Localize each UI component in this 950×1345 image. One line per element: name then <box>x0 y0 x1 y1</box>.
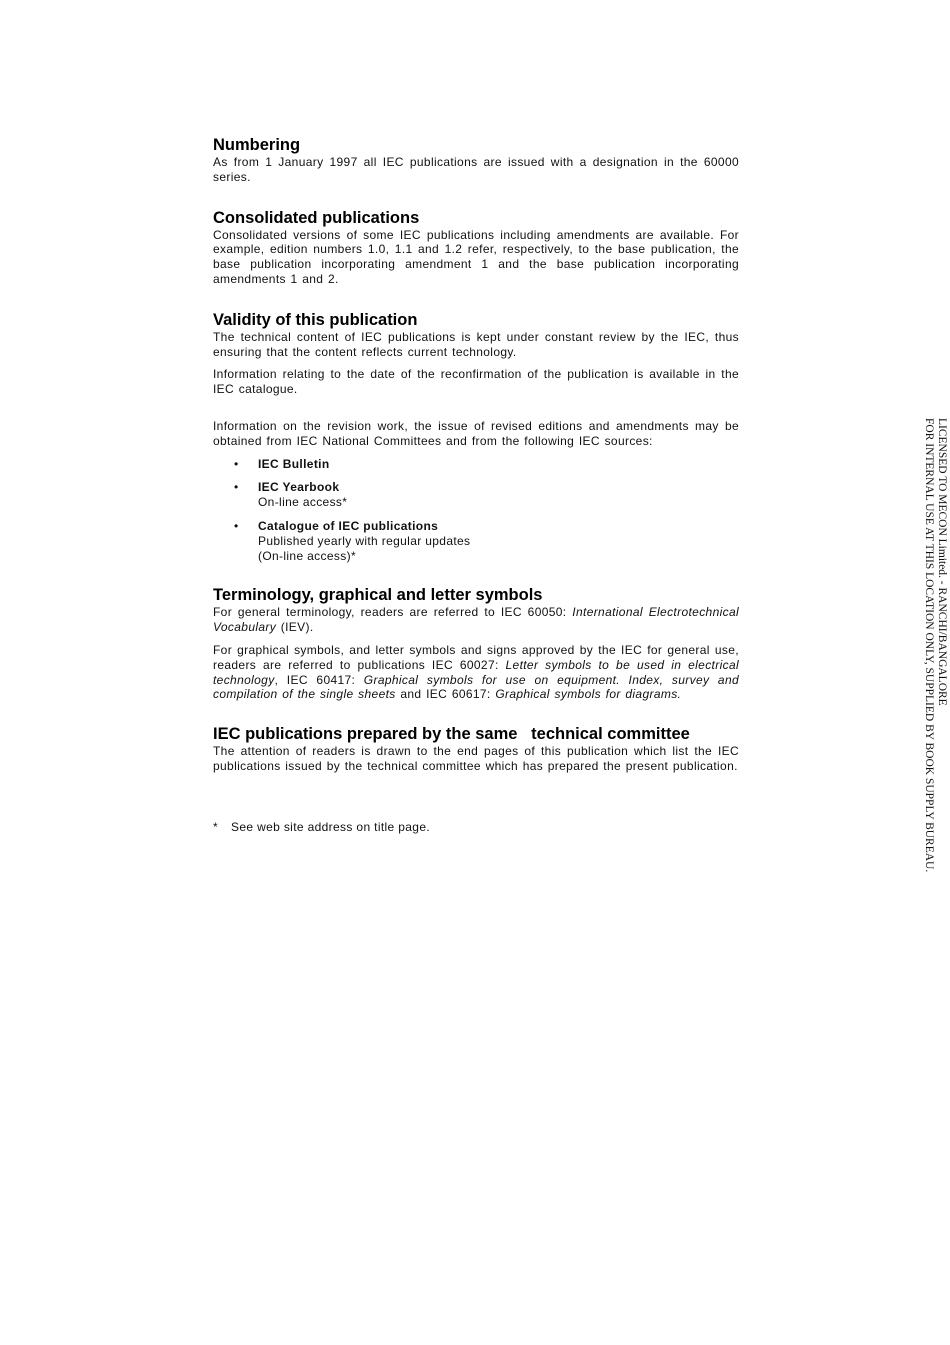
validity-para-2: Information relating to the date of the reconfirmation of the publication is available in the IEC catalogue. <box>213 367 739 397</box>
source-detail: Published yearly with regular updates <box>258 533 471 548</box>
committee-text: The attention of readers is drawn to the end pages of this publication which list the IEC publications issued by the technical committee which has prepared the present publication. <box>213 744 739 773</box>
footnote-text: See web site address on title page. <box>231 819 431 834</box>
section-validity <box>213 311 739 397</box>
heading-numbering: Numbering <box>213 136 301 154</box>
license-line-2: FOR INTERNAL USE AT THIS LOCATION ONLY, SUPPLIED BY BOOK SUPPLY BUREAU. <box>923 418 935 873</box>
document-body <box>213 136 739 835</box>
list-item <box>213 457 739 472</box>
license-stamp <box>920 418 948 932</box>
license-stamp-text <box>922 418 948 932</box>
text-run: , IEC 60417: <box>274 672 364 687</box>
iec-sources-list <box>213 457 739 564</box>
section-numbering <box>213 136 739 185</box>
source-title: Catalogue of IEC publications <box>258 518 439 533</box>
numbering-text: As from 1 January 1997 all IEC publications are issued with a designation in the 60000 series. <box>213 155 739 184</box>
section-terminology <box>213 586 739 702</box>
publication-title: Graphical symbols for diagrams. <box>495 687 682 702</box>
source-detail: (On-line access)* <box>258 548 356 563</box>
revision-text: Information on the revision work, the issue of revised editions and amendments may be obtained from IEC National Committees and from the following IEC sources: <box>213 418 739 448</box>
license-line-1: LICENSED TO MECON Limited. - RANCHI/BANGALORE <box>936 418 948 706</box>
heading-validity: Validity of this publication <box>213 310 418 329</box>
list-item <box>213 480 739 510</box>
source-detail: On-line access* <box>258 495 348 510</box>
list-item <box>213 519 739 563</box>
footnote-mark: * <box>213 819 219 834</box>
terminology-para-2 <box>213 643 739 702</box>
text-run: (IEV). <box>276 620 314 635</box>
text-run: For graphical symbols, and letter symbols and signs approved by the IEC for general use, readers are referred to publications IEC 60027: <box>213 642 739 672</box>
publication-title: Letter symbols to be used in electrical technology <box>213 657 739 687</box>
section-consolidated <box>213 209 739 287</box>
heading-committee: IEC publications prepared by the same technical committee <box>213 725 690 744</box>
source-title: IEC Bulletin <box>258 456 330 471</box>
source-title: IEC Yearbook <box>258 480 340 495</box>
text-run: For general terminology, readers are referred to IEC 60050: <box>213 605 573 620</box>
bullet-icon: • <box>234 456 239 471</box>
bullet-icon: • <box>234 480 239 495</box>
heading-terminology: Terminology, graphical and letter symbols <box>213 586 543 605</box>
publication-title: International Electrotechnical Vocabulary <box>213 605 739 635</box>
section-committee <box>213 725 739 774</box>
bullet-icon: • <box>234 518 239 533</box>
heading-consolidated: Consolidated publications <box>213 208 420 227</box>
publication-title: Graphical symbols for use on equipment. Index, survey and compilation of the single sheets <box>213 672 739 702</box>
text-run: and IEC 60617: <box>395 687 496 702</box>
terminology-para-1 <box>213 605 739 635</box>
section-revision <box>213 419 739 563</box>
footnote <box>213 820 739 835</box>
validity-para-1: The technical content of IEC publications is kept under constant review by the IEC, thus ensuring that the content reflects current technology. <box>213 329 739 359</box>
consolidated-text: Consolidated versions of some IEC publications including amendments are available. For example, edition numbers 1.0, 1.1 and 1.2 refer, respectively, to the base publication, the base publication incorporating amendment 1 and the base publication incorporating amendments 1 and 2. <box>213 227 739 286</box>
